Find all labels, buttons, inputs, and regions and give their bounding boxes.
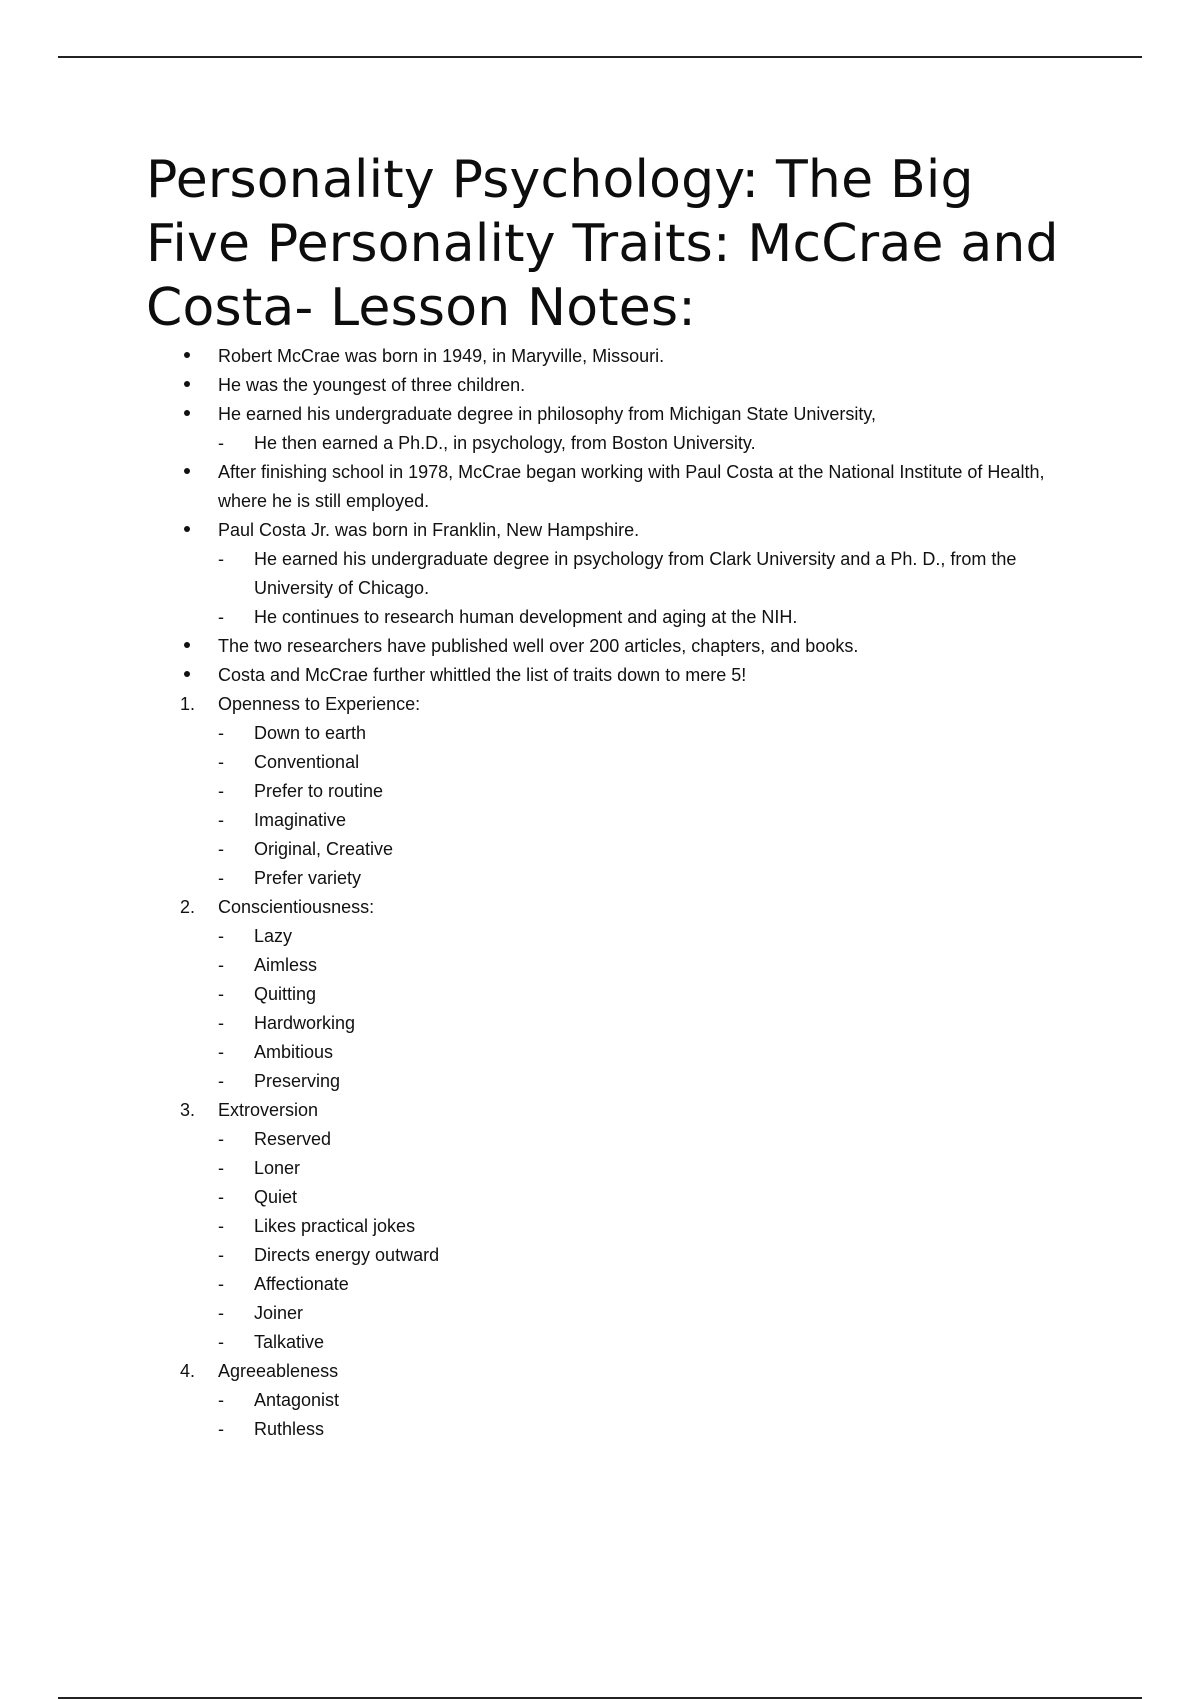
item-text: Aimless (254, 955, 318, 975)
sub-item (146, 429, 1086, 458)
item-text: Ruthless (254, 1419, 325, 1439)
item-text: Hardworking (254, 1013, 356, 1033)
document-body (146, 148, 1086, 1444)
item-text: Lazy (254, 926, 293, 946)
numbered-item (146, 1357, 1086, 1386)
dash-icon: - (218, 1187, 224, 1207)
sub-item (146, 1386, 1086, 1415)
dash-icon: - (218, 1042, 224, 1062)
dash-icon: - (218, 1390, 224, 1410)
item-text: Ambitious (254, 1042, 334, 1062)
item-text: Preserving (254, 1071, 341, 1091)
dash-icon: - (218, 1158, 224, 1178)
sub-item (146, 1328, 1086, 1357)
item-text: Costa and McCrae further whittled the list of traits down to mere 5! (218, 665, 747, 685)
sub-item (146, 748, 1086, 777)
item-text: Original, Creative (254, 839, 394, 859)
bullet-icon (180, 371, 208, 400)
item-text: Prefer to routine (254, 781, 384, 801)
item-text: Conventional (254, 752, 360, 772)
bullet-icon (180, 516, 208, 545)
dash-icon: - (218, 433, 224, 453)
item-text: He then earned a Ph.D., in psychology, from Boston University. (254, 433, 756, 453)
dash-icon: - (218, 549, 224, 569)
sub-item (146, 545, 1086, 603)
list-number: 2. (180, 897, 196, 917)
item-text: Joiner (254, 1303, 304, 1323)
item-text: Extroversion (218, 1100, 319, 1120)
bullet-item (146, 516, 1086, 545)
bullet-icon (180, 661, 208, 690)
sub-item (146, 864, 1086, 893)
item-text: Affectionate (254, 1274, 349, 1294)
dash-icon: - (218, 810, 224, 830)
sub-item (146, 1009, 1086, 1038)
bullet-item (146, 400, 1086, 429)
dash-icon: - (218, 1216, 224, 1236)
sub-item (146, 1154, 1086, 1183)
item-text: Antagonist (254, 1390, 340, 1410)
item-text: Paul Costa Jr. was born in Franklin, New Hampshire. (218, 520, 640, 540)
sub-item (146, 777, 1086, 806)
item-text: Talkative (254, 1332, 325, 1352)
page-title: Personality Psychology: The Big Five Personality Traits: McCrae and Costa- Lesson Notes: (146, 150, 1059, 338)
item-text: Loner (254, 1158, 301, 1178)
sub-item (146, 1241, 1086, 1270)
dash-icon: - (218, 955, 224, 975)
dash-icon: - (218, 1071, 224, 1091)
dash-icon: - (218, 984, 224, 1004)
sub-item (146, 719, 1086, 748)
bullet-icon (180, 400, 208, 429)
sub-item (146, 1299, 1086, 1328)
dash-icon: - (218, 752, 224, 772)
list-number: 3. (180, 1100, 196, 1120)
item-text: Robert McCrae was born in 1949, in Maryville, Missouri. (218, 346, 665, 366)
notes-list (146, 342, 1086, 1444)
dash-icon: - (218, 1419, 224, 1439)
bullet-item (146, 661, 1086, 690)
dash-icon: - (218, 723, 224, 743)
item-text: Agreeableness (218, 1361, 339, 1381)
sub-item (146, 1270, 1086, 1299)
item-text: He was the youngest of three children. (218, 375, 526, 395)
dash-icon: - (218, 1274, 224, 1294)
bullet-icon (180, 458, 208, 487)
item-text: Prefer variety (254, 868, 362, 888)
dash-icon: - (218, 1332, 224, 1352)
item-text: Quitting (254, 984, 317, 1004)
item-text: After finishing school in 1978, McCrae began working with Paul Costa at the National Institute of Health, where he is still employed. (218, 462, 1045, 511)
item-text: Reserved (254, 1129, 332, 1149)
sub-item (146, 603, 1086, 632)
sub-item (146, 1038, 1086, 1067)
sub-item (146, 806, 1086, 835)
sub-item (146, 1415, 1086, 1444)
item-text: He earned his undergraduate degree in psychology from Clark University and a Ph. D., from the University of Chicago. (254, 549, 1017, 598)
item-text: Likes practical jokes (254, 1216, 416, 1236)
sub-item (146, 980, 1086, 1009)
list-number: 1. (180, 694, 196, 714)
dash-icon: - (218, 1129, 224, 1149)
dash-icon: - (218, 781, 224, 801)
item-text: Openness to Experience: (218, 694, 421, 714)
sub-item (146, 1125, 1086, 1154)
bottom-rule (58, 1697, 1142, 1699)
item-text: Conscientiousness: (218, 897, 375, 917)
bullet-item (146, 342, 1086, 371)
dash-icon: - (218, 1245, 224, 1265)
item-text: He continues to research human development and aging at the NIH. (254, 607, 798, 627)
item-text: Down to earth (254, 723, 367, 743)
numbered-item (146, 690, 1086, 719)
numbered-item (146, 893, 1086, 922)
sub-item (146, 1183, 1086, 1212)
item-text: The two researchers have published well over 200 articles, chapters, and books. (218, 636, 859, 656)
item-text: Imaginative (254, 810, 347, 830)
sub-item (146, 922, 1086, 951)
item-text: He earned his undergraduate degree in philosophy from Michigan State University, (218, 404, 877, 424)
dash-icon: - (218, 1013, 224, 1033)
sub-item (146, 835, 1086, 864)
dash-icon: - (218, 1303, 224, 1323)
list-number: 4. (180, 1361, 196, 1381)
dash-icon: - (218, 839, 224, 859)
dash-icon: - (218, 607, 224, 627)
bullet-item (146, 458, 1086, 516)
sub-item (146, 951, 1086, 980)
top-rule (58, 56, 1142, 58)
bullet-item (146, 371, 1086, 400)
numbered-item (146, 1096, 1086, 1125)
sub-item (146, 1212, 1086, 1241)
bullet-icon (180, 342, 208, 371)
dash-icon: - (218, 868, 224, 888)
sub-item (146, 1067, 1086, 1096)
item-text: Quiet (254, 1187, 298, 1207)
item-text: Directs energy outward (254, 1245, 440, 1265)
dash-icon: - (218, 926, 224, 946)
bullet-item (146, 632, 1086, 661)
bullet-icon (180, 632, 208, 661)
